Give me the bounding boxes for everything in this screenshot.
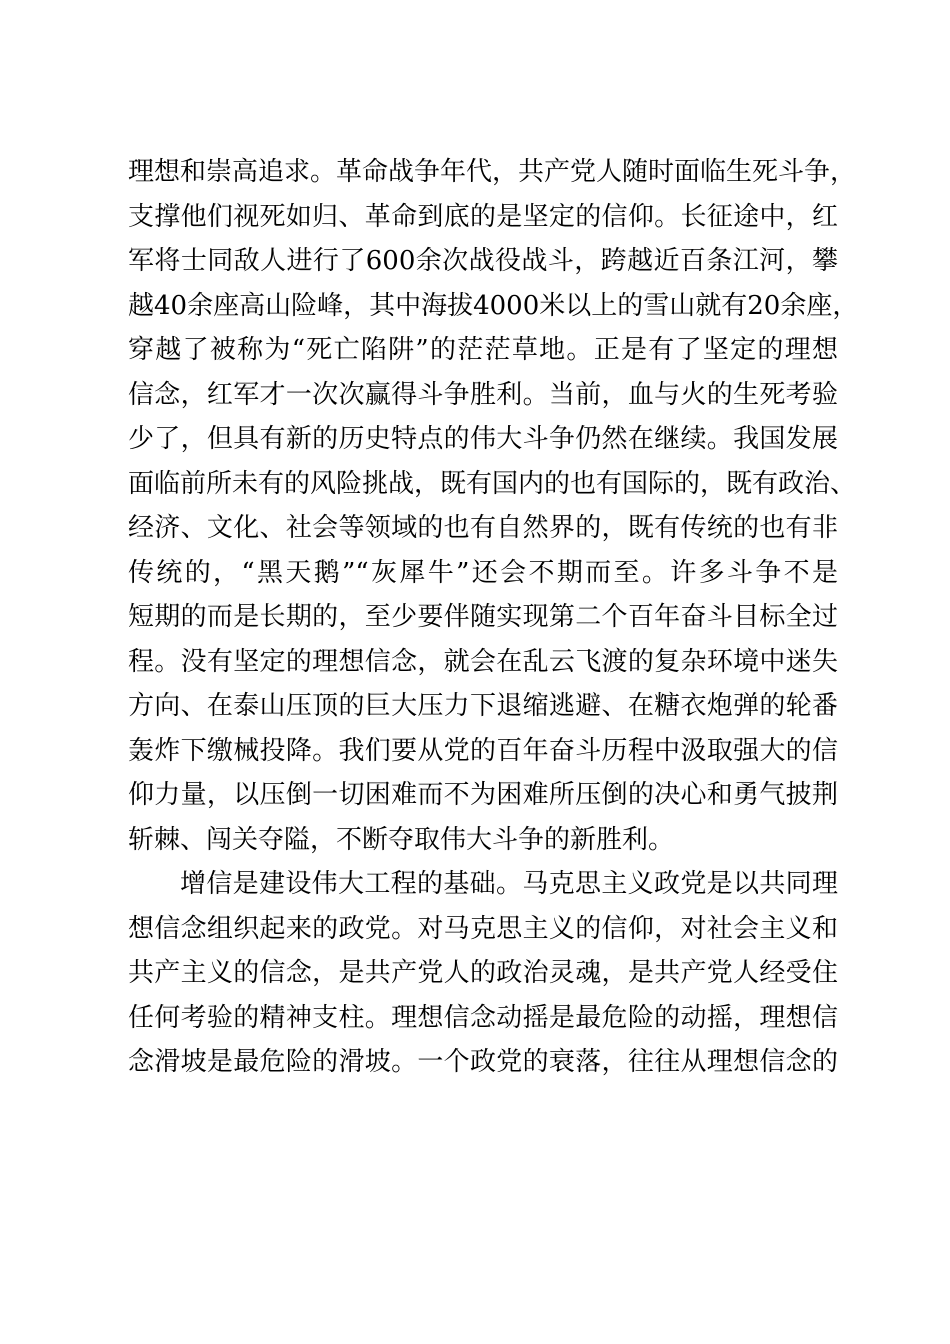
text-line: 仰力量，以压倒一切困难而不为困难所压倒的决心和勇气披荆	[128, 780, 838, 810]
text-line: 经济、文化、社会等领域的也有自然界的，既有传统的也有非	[128, 513, 838, 543]
body-text	[128, 150, 859, 1085]
paragraph-first-line: 增信是建设伟大工程的基础。马克思主义政党是以共同理	[180, 869, 838, 899]
text-line: 信念，红军才一次次赢得斗争胜利。当前，血与火的生死考验	[128, 379, 838, 410]
text-line: 任何考验的精神支柱。理想信念动摇是最危险的动摇，理想信	[128, 1002, 838, 1033]
text-line: 少了，但具有新的历史特点的伟大斗争仍然在继续。我国发展	[128, 424, 838, 454]
text-line: 念滑坡是最危险的滑坡。一个政党的衰落，往往从理想信念的	[128, 1047, 838, 1077]
text-line: 支撑他们视死如归、革命到底的是坚定的信仰。长征途中，红	[128, 201, 838, 232]
text-line: 想信念组织起来的政党。对马克思主义的信仰，对社会主义和	[128, 913, 838, 944]
text-line: 短期的而是长期的，至少要伴随实现第二个百年奋斗目标全过	[128, 602, 838, 632]
text-line: 传统的，“黑天鹅”“灰犀牛”还会不期而至。许多斗争不是	[128, 557, 838, 588]
text-line: 共产主义的信念，是共产党人的政治灵魂，是共产党人经受住	[128, 958, 838, 988]
text-line: 轰炸下缴械投降。我们要从党的百年奋斗历程中汲取强大的信	[128, 735, 838, 766]
text-line: 穿越了被称为“死亡陷阱”的茫茫草地。正是有了坚定的理想	[128, 335, 838, 365]
text-line: 面临前所未有的风险挑战，既有国内的也有国际的，既有政治、	[128, 468, 857, 499]
text-line: 方向、在泰山压顶的巨大压力下退缩逃避、在糖衣炮弹的轮番	[128, 691, 838, 721]
text-line: 理想和崇高追求。革命战争年代，共产党人随时面临生死斗争，	[128, 157, 857, 187]
paragraph-end-line: 斩棘、闯关夺隘，不断夺取伟大斗争的新胜利。	[128, 824, 675, 855]
text-line: 军将士同敌人进行了600余次战役战斗，跨越近百条江河，攀	[128, 246, 838, 276]
text-line: 程。没有坚定的理想信念，就会在乱云飞渡的复杂环境中迷失	[128, 646, 838, 677]
text-line: 越40余座高山险峰，其中海拔4000米以上的雪山就有20余座，	[128, 290, 859, 321]
